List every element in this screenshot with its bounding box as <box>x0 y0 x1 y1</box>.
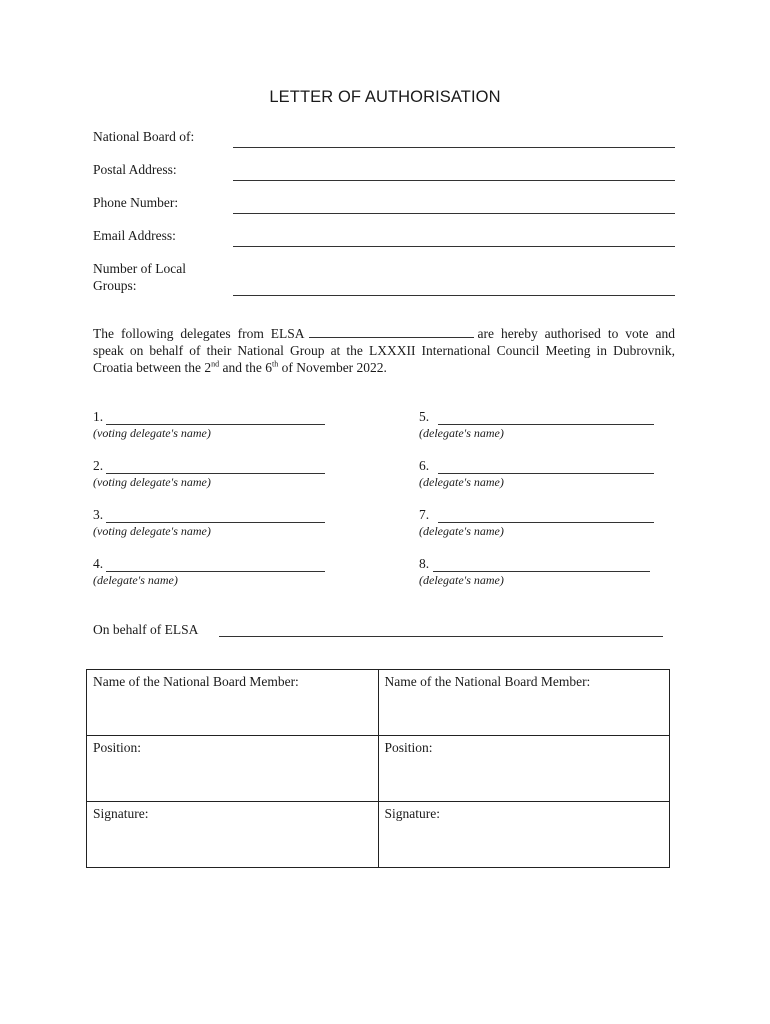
delegate-number: 4. <box>93 556 104 571</box>
paragraph-sup1: nd <box>211 359 220 369</box>
document-title: LETTER OF AUTHORISATION <box>269 88 501 106</box>
delegate-caption: (delegate's name) <box>93 573 178 587</box>
local-groups-field[interactable] <box>93 260 675 296</box>
position-cell-right[interactable] <box>378 736 670 802</box>
delegate-caption: (voting delegate's name) <box>93 475 211 489</box>
delegate-6 <box>419 457 659 493</box>
postal-address-line[interactable] <box>233 179 675 181</box>
delegate-3 <box>93 506 333 542</box>
delegate-number: 3. <box>93 507 104 522</box>
paragraph-part4: of November 2022. <box>278 360 387 375</box>
delegate-caption: (delegate's name) <box>419 573 504 587</box>
signature-cell-left[interactable] <box>87 802 379 868</box>
delegate-number: 8. <box>419 556 430 571</box>
cell-label: Name of the National Board Member: <box>384 674 591 689</box>
delegate-1 <box>93 408 333 444</box>
table-row <box>87 670 670 736</box>
paragraph-sup2: th <box>271 359 279 369</box>
delegate-caption: (voting delegate's name) <box>93 524 211 538</box>
delegate-number: 1. <box>93 409 104 424</box>
national-board-label: National Board of: <box>93 129 195 144</box>
phone-number-line[interactable] <box>233 212 675 214</box>
postal-address-field[interactable] <box>93 161 675 181</box>
board-member-name-cell-right[interactable] <box>378 670 670 736</box>
cell-label: Position: <box>93 740 142 755</box>
cell-label: Position: <box>384 740 433 755</box>
phone-number-field[interactable] <box>93 194 675 214</box>
delegate-4 <box>93 555 333 591</box>
delegate-5 <box>419 408 659 444</box>
cell-label: Name of the National Board Member: <box>93 674 299 689</box>
cell-label: Signature: <box>384 806 440 821</box>
delegate-caption: (delegate's name) <box>419 475 504 489</box>
local-groups-label: Number of Local Groups: <box>93 261 186 293</box>
email-address-line[interactable] <box>233 245 675 247</box>
position-cell-left[interactable] <box>87 736 379 802</box>
signature-cell-right[interactable] <box>378 802 670 868</box>
delegate-number: 7. <box>419 507 430 522</box>
paragraph-part2: are hereby authorised to vote and speak on behalf of their National Group at the LXXXII International Council Meeting in Dubrovnik, Croatia between the 2 <box>93 326 675 375</box>
elsa-group-blank[interactable] <box>309 325 474 338</box>
delegate-number: 6. <box>419 458 430 473</box>
email-address-label: Email Address: <box>93 228 176 243</box>
board-member-name-cell-left[interactable] <box>87 670 379 736</box>
paragraph-part3: and the 6 <box>219 360 272 375</box>
delegate-caption: (delegate's name) <box>419 524 504 538</box>
delegate-8 <box>419 555 659 591</box>
national-board-line[interactable] <box>233 146 675 148</box>
table-row <box>87 802 670 868</box>
delegate-number: 2. <box>93 458 104 473</box>
postal-address-label: Postal Address: <box>93 162 177 177</box>
cell-label: Signature: <box>93 806 149 821</box>
on-behalf-field[interactable] <box>93 621 663 639</box>
national-board-field[interactable] <box>93 128 675 148</box>
delegate-caption: (voting delegate's name) <box>93 426 211 440</box>
paragraph-part1: The following delegates from ELSA <box>93 326 305 341</box>
delegate-2 <box>93 457 333 493</box>
phone-number-label: Phone Number: <box>93 195 179 210</box>
on-behalf-line[interactable] <box>219 636 663 637</box>
delegate-7 <box>419 506 659 542</box>
email-address-field[interactable] <box>93 227 675 247</box>
delegate-caption: (delegate's name) <box>419 426 504 440</box>
authorisation-paragraph <box>93 325 675 376</box>
table-row <box>87 736 670 802</box>
signature-table <box>86 669 670 868</box>
on-behalf-label: On behalf of ELSA <box>93 622 199 637</box>
delegate-number: 5. <box>419 409 430 424</box>
local-groups-line[interactable] <box>233 294 675 296</box>
